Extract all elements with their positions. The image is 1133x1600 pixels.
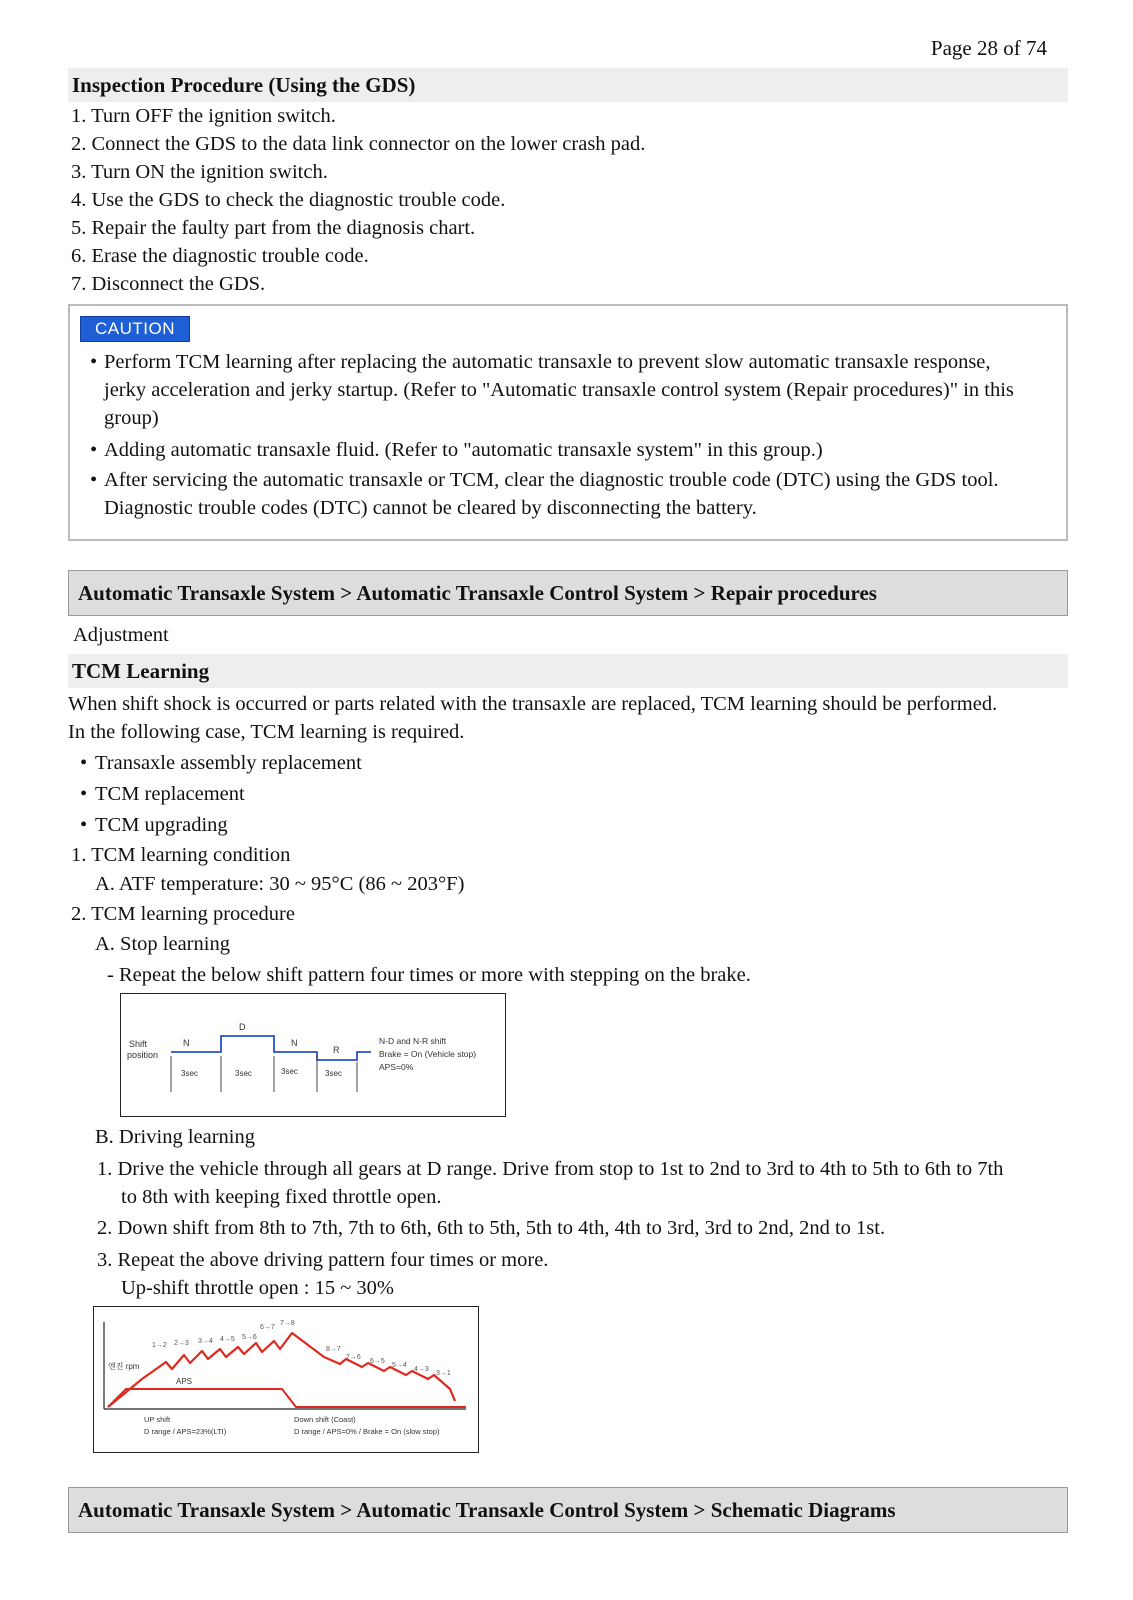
procedure-substep: B. Driving learning [95, 1126, 255, 1148]
case-item: Transaxle assembly replacement [95, 752, 362, 774]
fig2-downshift-label: 5→4 [392, 1362, 407, 1369]
case-bullet-marker: • [80, 814, 88, 836]
fig2-aps-curve [108, 1389, 466, 1407]
caution-bullet-marker: • [90, 351, 98, 373]
fig2-up-caption: UP shift [144, 1415, 171, 1424]
fig2-downshift-label: 8→7 [326, 1346, 341, 1353]
stop-learning-figure [120, 993, 506, 1117]
caution-bullet-marker: • [90, 469, 98, 491]
fig2-downshift-label: 7→6 [346, 1354, 361, 1361]
driving-pattern-diagram [94, 1307, 478, 1452]
case-item: TCM upgrading [95, 814, 228, 836]
shift-pattern-diagram [121, 994, 505, 1116]
fig2-upshift-label: 2→3 [174, 1340, 189, 1347]
inspection-step: 7. Disconnect the GDS. [71, 273, 266, 295]
procedure-note: - Repeat the below shift pattern four times or more with stepping on the brake. [107, 964, 751, 986]
caution-item-line: jerky acceleration and jerky startup. (Refer to "Automatic transaxle control system (Repair procedures)" in this [104, 379, 1014, 401]
fig1-note: APS=0% [379, 1062, 414, 1072]
fig2-aps-label: APS [176, 1377, 193, 1386]
procedure-substep: A. Stop learning [95, 933, 230, 955]
fig1-note: Brake = On (Vehicle stop) [379, 1049, 477, 1059]
fig2-downshift-label: 3→1 [436, 1370, 451, 1377]
case-item: TCM replacement [95, 783, 245, 805]
inspection-step: 4. Use the GDS to check the diagnostic trouble code. [71, 189, 506, 211]
intro-line: When shift shock is occurred or parts related with the transaxle are replaced, TCM learning should be performed. [68, 693, 998, 715]
procedure-step: 1. TCM learning condition [71, 844, 291, 866]
driving-step-line: Up-shift throttle open : 15 ~ 30% [121, 1277, 394, 1299]
section-subtitle: Adjustment [73, 624, 169, 646]
case-bullet-marker: • [80, 752, 88, 774]
fig2-down-caption: Down shift (Coast) [294, 1415, 356, 1424]
page-number: Page 28 of 74 [930, 36, 1047, 60]
caution-item-line: group) [104, 407, 159, 429]
fig1-duration: 3sec [181, 1069, 198, 1078]
driving-step-line: to 8th with keeping fixed throttle open. [121, 1186, 442, 1208]
fig2-downshift-label: 6→5 [370, 1358, 385, 1365]
fig2-downshift-label: 4→3 [414, 1366, 429, 1373]
fig2-upshift-label: 7→8 [280, 1320, 295, 1327]
inspection-step: 1. Turn OFF the ignition switch. [71, 105, 336, 127]
caution-item-line: After servicing the automatic transaxle or TCM, clear the diagnostic trouble code (DTC) using the GDS tool. [104, 469, 999, 491]
case-bullet-marker: • [80, 783, 88, 805]
caution-box [68, 304, 1068, 541]
fig2-upshift-label: 4→5 [220, 1336, 235, 1343]
fig2-rpm-label: 엔진 rpm [108, 1362, 140, 1371]
fig2-up-caption: D range / APS=23%(LTI) [144, 1427, 227, 1436]
fig2-down-caption: D range / APS=0% / Brake = On (slow stop) [294, 1427, 440, 1436]
section-breadcrumb: Automatic Transaxle System > Automatic Transaxle Control System > Schematic Diagrams [68, 1487, 1068, 1533]
shift-signal-line [171, 1036, 371, 1060]
fig1-ylabel: Shift [129, 1039, 148, 1049]
fig1-level-label: D [239, 1022, 246, 1032]
driving-step-line: 3. Repeat the above driving pattern four times or more. [97, 1249, 549, 1271]
caution-item-line: Adding automatic transaxle fluid. (Refer to "automatic transaxle system" in this group.) [104, 439, 823, 461]
caution-item-line: Diagnostic trouble codes (DTC) cannot be cleared by disconnecting the battery. [104, 497, 757, 519]
fig1-ylabel: position [127, 1050, 159, 1060]
inspection-step: 2. Connect the GDS to the data link connector on the lower crash pad. [71, 133, 646, 155]
intro-line: In the following case, TCM learning is required. [68, 721, 465, 743]
fig1-duration: 3sec [281, 1067, 298, 1076]
fig1-level-label: N [291, 1038, 298, 1048]
fig2-upshift-label: 3→4 [198, 1338, 213, 1345]
driving-step-line: 2. Down shift from 8th to 7th, 7th to 6th, 6th to 5th, 5th to 4th, 4th to 3rd, 3rd to 2nd, 2nd to 1st. [97, 1217, 886, 1239]
inspection-heading: Inspection Procedure (Using the GDS) [68, 68, 1068, 102]
driving-step-line: 1. Drive the vehicle through all gears at D range. Drive from stop to 1st to 2nd to 3rd to 4th to 5th to 6th to 7th [97, 1158, 1004, 1180]
fig2-upshift-label: 6→7 [260, 1324, 275, 1331]
tcm-learning-heading: TCM Learning [68, 654, 1068, 688]
inspection-step: 5. Repair the faulty part from the diagnosis chart. [71, 217, 476, 239]
procedure-substep: A. ATF temperature: 30 ~ 95°C (86 ~ 203°F) [95, 873, 465, 895]
driving-learning-figure [93, 1306, 479, 1453]
fig1-note: N-D and N-R shift [379, 1036, 447, 1046]
fig2-upshift-label: 1→2 [152, 1342, 167, 1349]
caution-item-line: Perform TCM learning after replacing the automatic transaxle to prevent slow automatic transaxle response, [104, 351, 991, 373]
caution-badge: CAUTION [80, 316, 190, 342]
fig1-level-label: N [183, 1038, 190, 1048]
inspection-step: 6. Erase the diagnostic trouble code. [71, 245, 369, 267]
caution-bullet-marker: • [90, 439, 98, 461]
fig1-duration: 3sec [235, 1069, 252, 1078]
inspection-step: 3. Turn ON the ignition switch. [71, 161, 328, 183]
fig1-level-label: R [333, 1045, 340, 1055]
fig1-duration: 3sec [325, 1069, 342, 1078]
fig2-upshift-label: 5→6 [242, 1334, 257, 1341]
section-breadcrumb: Automatic Transaxle System > Automatic Transaxle Control System > Repair procedures [68, 570, 1068, 616]
procedure-step: 2. TCM learning procedure [71, 903, 295, 925]
